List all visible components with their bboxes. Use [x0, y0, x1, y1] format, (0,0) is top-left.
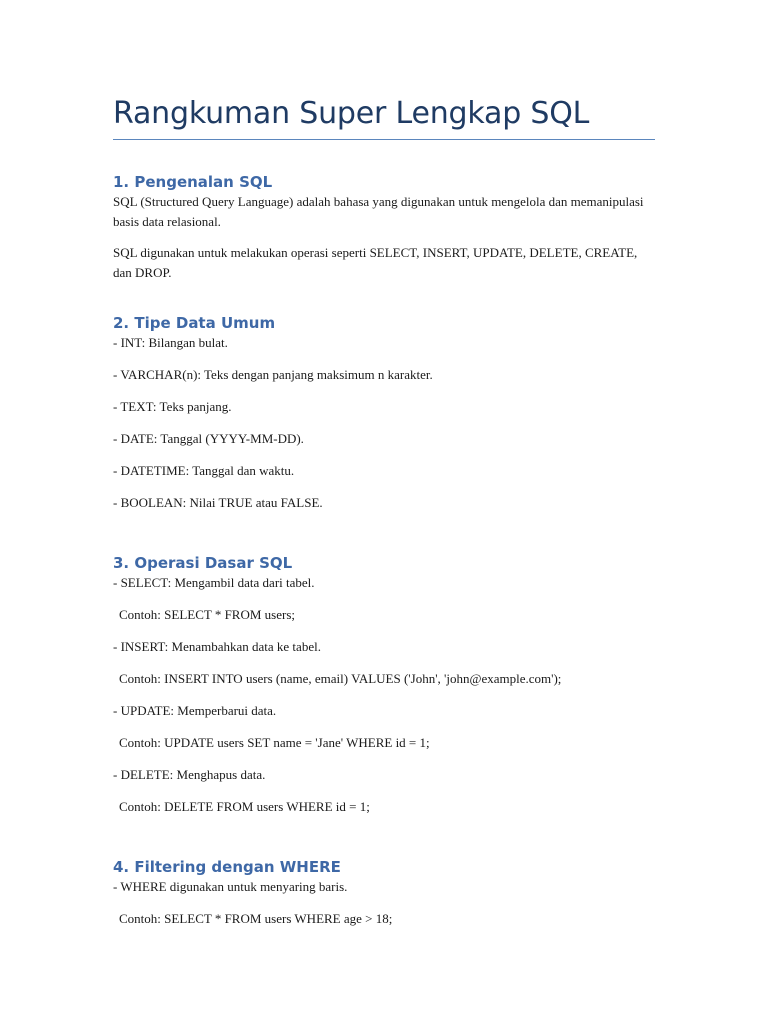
section-heading-filtering: 4. Filtering dengan WHERE [113, 858, 341, 876]
section-heading-operasi-dasar: 3. Operasi Dasar SQL [113, 554, 293, 572]
list-item: - DATETIME: Tanggal dan waktu. [113, 463, 295, 478]
list-item: - DELETE: Menghapus data. [113, 767, 266, 782]
document-title: Rangkuman Super Lengkap SQL [113, 96, 590, 131]
example-line: Contoh: UPDATE users SET name = 'Jane' WHERE id = 1; [119, 735, 430, 750]
example-line: Contoh: INSERT INTO users (name, email) VALUES ('John', 'john@example.com'); [119, 671, 562, 686]
example-line: Contoh: SELECT * FROM users WHERE age > 18; [119, 911, 393, 926]
section-heading-pengenalan: 1. Pengenalan SQL [113, 173, 273, 191]
list-item: - DATE: Tanggal (YYYY-MM-DD). [113, 431, 304, 446]
list-item: - INT: Bilangan bulat. [113, 335, 228, 350]
example-line: Contoh: DELETE FROM users WHERE id = 1; [119, 799, 370, 814]
list-item: - VARCHAR(n): Teks dengan panjang maksimum n karakter. [113, 367, 433, 382]
paragraph: SQL (Structured Query Language) adalah bahasa yang digunakan untuk mengelola dan memanipulasi basis data relasional. [113, 194, 644, 229]
list-item: - WHERE digunakan untuk menyaring baris. [113, 879, 348, 894]
paragraph: SQL digunakan untuk melakukan operasi seperti SELECT, INSERT, UPDATE, DELETE, CREATE, dan DROP. [113, 245, 638, 280]
list-item: - BOOLEAN: Nilai TRUE atau FALSE. [113, 495, 323, 510]
list-item: - TEXT: Teks panjang. [113, 399, 232, 414]
list-item: - UPDATE: Memperbarui data. [113, 703, 277, 718]
section-heading-tipe-data: 2. Tipe Data Umum [113, 314, 276, 332]
document-content [113, 94, 655, 929]
list-item: - SELECT: Mengambil data dari tabel. [113, 575, 315, 590]
title-divider [113, 139, 655, 140]
example-line: Contoh: SELECT * FROM users; [119, 607, 296, 622]
list-item: - INSERT: Menambahkan data ke tabel. [113, 639, 321, 654]
